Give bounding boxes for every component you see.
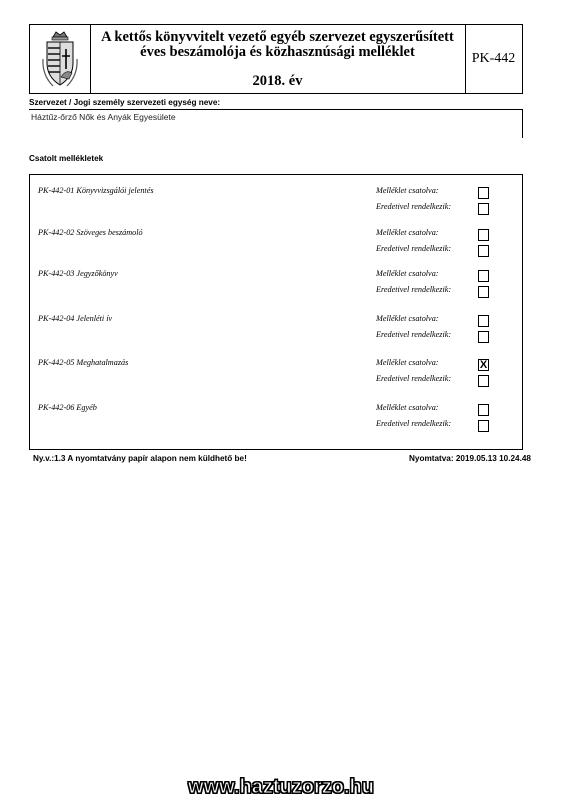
title-line-1: A kettős könyvvitelt vezető egyéb szervezet egyszerűsített <box>101 29 454 45</box>
attached-checkbox[interactable]: X <box>479 359 488 371</box>
form-title <box>90 25 466 93</box>
attachment-name: PK-442-05 Meghatalmazás <box>38 358 129 367</box>
original-label: Eredetivel rendelkezik: <box>376 202 452 211</box>
attached-label: Melléklet csatolva: <box>376 314 439 323</box>
form-version-note: Ny.v.:1.3 A nyomtatvány papír alapon nem küldhető be! <box>33 454 247 463</box>
original-checkbox[interactable] <box>478 375 489 387</box>
form-header <box>29 24 523 94</box>
original-label: Eredetivel rendelkezik: <box>376 330 452 339</box>
print-timestamp: Nyomtatva: 2019.05.13 10.24.48 <box>409 454 531 463</box>
attached-checkbox[interactable] <box>478 270 489 282</box>
organization-name-value: Háztűz-őrző Nők és Anyák Egyesülete <box>31 112 176 122</box>
attachment-name: PK-442-06 Egyéb <box>38 403 97 412</box>
title-line-2: éves beszámolója és közhasznúsági melléklet <box>140 44 415 60</box>
attached-checkbox[interactable] <box>478 315 489 327</box>
watermark-url: www.haztuzorzo.hu <box>188 776 374 798</box>
attachment-name: PK-442-02 Szöveges beszámoló <box>38 228 143 237</box>
original-label: Eredetivel rendelkezik: <box>376 244 452 253</box>
attached-checkbox[interactable] <box>478 229 489 241</box>
original-label: Eredetivel rendelkezik: <box>376 285 452 294</box>
original-label: Eredetivel rendelkezik: <box>376 419 452 428</box>
attachments-panel <box>29 174 523 450</box>
attached-label: Melléklet csatolva: <box>376 269 439 278</box>
crest-cell <box>30 25 91 93</box>
original-label: Eredetivel rendelkezik: <box>376 374 452 383</box>
attachment-name: PK-442-03 Jegyzőkönyv <box>38 269 118 278</box>
coat-of-arms-icon <box>41 29 79 89</box>
attached-checkbox[interactable] <box>478 404 489 416</box>
attachment-name: PK-442-01 Könyvvizsgálói jelentés <box>38 186 154 195</box>
original-checkbox[interactable] <box>478 203 489 215</box>
attached-label: Melléklet csatolva: <box>376 228 439 237</box>
attachments-label: Csatolt mellékletek <box>29 154 104 163</box>
form-code: PK-442 <box>471 51 516 66</box>
original-checkbox[interactable] <box>478 420 489 432</box>
attached-label: Melléklet csatolva: <box>376 186 439 195</box>
attached-label: Melléklet csatolva: <box>376 403 439 412</box>
organization-label: Szervezet / Jogi személy szervezeti egység neve: <box>29 98 221 107</box>
original-checkbox[interactable] <box>478 331 489 343</box>
original-checkbox[interactable] <box>478 245 489 257</box>
attachment-name: PK-442-04 Jelenléti ív <box>38 314 113 323</box>
original-checkbox[interactable] <box>478 286 489 298</box>
attached-label: Melléklet csatolva: <box>376 358 439 367</box>
attached-checkbox[interactable] <box>478 187 489 199</box>
report-year: 2018. év <box>252 73 303 89</box>
